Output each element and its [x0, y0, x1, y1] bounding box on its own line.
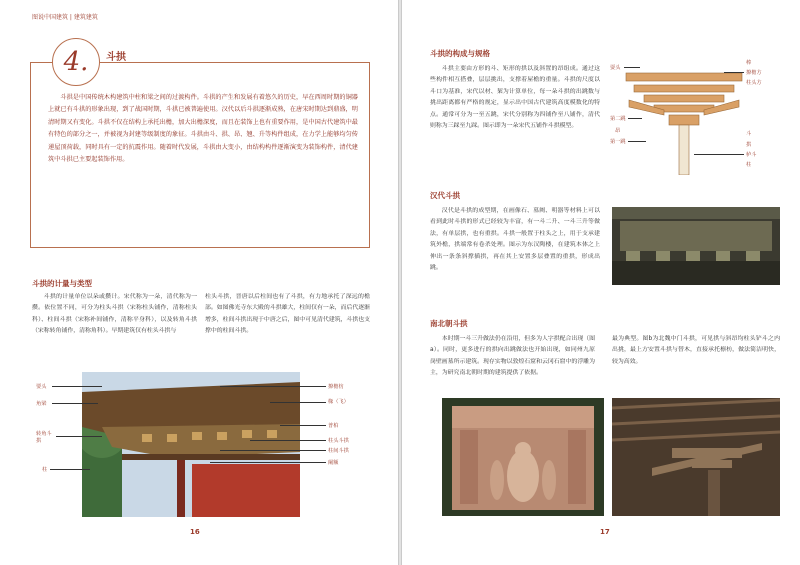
bracket-model-diagram	[624, 55, 744, 175]
section-text-han: 汉代是斗拱的成型期，在画像石、墓阙、明器等材料上可以看到此时斗拱的形式已经较为丰富，有一斗二升、一斗三升等做法，有单层拱，也有重拱。斗拱一般置于柱头之上，用于支承建筑外檐，拱端常有卷杀处理。图示为东汉陶楼，在建筑本体之上伸出一条条斜撑插拱，再在其上安置多层叠置的重拱，形成出跳。	[430, 208, 600, 272]
eaves-bracket-photo	[82, 372, 300, 517]
leader-line	[628, 118, 642, 119]
chapter-intro-text: 斗拱是中国传统木构建筑中柱和梁之间的过渡构件。斗拱的产生和发展有着悠久的历史，早在西周时期的铜器上就已有斗拱的形象出现，到了战国时期，斗拱已被普遍使用。汉代以后斗拱逐渐成熟，在唐宋时期达到鼎盛，明清时期又有变化。斗拱不仅在结构上承托出檐，加大出檐深度，而且在装饰上也有重要作用，是中国古代建筑中最有特色的部分之一，并被视为封建等级制度的象征。斗拱由斗、拱、昂、翘、升等构件组成，在力学上能够均匀传递屋顶荷载，同时具有一定的抗震作用。随着时代发展，斗拱由大变小，由结构构件逐渐演变为装饰构件，清代建筑中斗拱已主要起装饰作用。	[48, 94, 358, 164]
right-page	[402, 0, 800, 565]
leader-line	[280, 425, 326, 426]
diagram-label-second-tier: 第二跳	[610, 116, 626, 122]
leader-line	[210, 462, 326, 463]
diagram-label-liaoyanfang: 撩檐方	[746, 70, 762, 76]
timber-bracket-illustration	[612, 398, 780, 516]
stone-relief-illustration	[442, 398, 604, 516]
chapter-title-rule	[100, 62, 360, 63]
leader-line	[270, 402, 326, 403]
section-title-measure-types: 斗拱的计量与类型	[32, 279, 92, 288]
diagram-label-ludou: 栌斗	[746, 152, 757, 158]
leader-line	[52, 386, 102, 387]
section-text-composition: 斗拱主要由方形的斗、矩形的拱以及斜置的昂组成。通过这些构件相互搭叠，层层挑出，支撑着屋檐的重量。斗拱的尺度以斗口为基准，宋代以材、栔为计算单位，每一朵斗拱的出跳数与挑出距离都有严格的规定，显示出中国古代建筑高度模数化的特点。通常可分为一至五跳，宋代分别称为四铺作至八铺作，清代则称为三踩至九踩。图示即为一朵宋代五铺作斗拱模型。	[430, 66, 600, 130]
leader-line	[50, 469, 90, 470]
leader-line	[250, 440, 326, 441]
page-number-right: 17	[600, 528, 610, 536]
chapter-title: 斗拱	[106, 52, 126, 63]
diagram-label-bang: 棒	[746, 60, 752, 66]
label-jiaoliang: 角梁	[36, 401, 47, 407]
diagram-label-yaotou: 耍头	[610, 65, 621, 71]
section-text-nanbeichao-col1: 本时期一斗三升做法仍在沿用，但多为人字拱配合出现（图a）。同时，更多进行的拱向出跳做法也开始出现，如同州九原岗壁画墓所示建筑。现存实物以敦煌石窟和云冈石窟中的浮雕为主，为研究南北朝时期的建筑提供了依据。	[430, 336, 595, 377]
label-liaoyanfang: 撩檐枋	[328, 384, 344, 390]
timber-bracket-closeup-photo	[612, 398, 780, 516]
section-title-composition: 斗拱的构成与规格	[430, 49, 490, 58]
chapter-number-badge	[52, 38, 100, 86]
stone-relief-photo	[442, 398, 604, 516]
leader-line	[56, 436, 102, 437]
bracket-model-illustration	[624, 55, 744, 175]
running-header: 图说中国建筑 | 建筑建筑	[32, 14, 98, 21]
diagram-label-ang: 昂	[615, 128, 621, 134]
section-text-col1: 斗拱的计量单位以朵或攒计。宋代称为一朵，清代称为一攒。依位置不同，可分为柱头斗拱（宋称柱头铺作，清称柱头科）、柱间斗拱（宋称补间铺作，清称平身科），以及转角斗拱（宋称转角铺作，清称角科）。早期建筑仅有柱头斗拱与	[32, 294, 197, 335]
leader-line	[220, 450, 326, 451]
label-column: 柱	[42, 467, 48, 473]
leader-line	[624, 67, 640, 68]
leader-line	[724, 72, 744, 73]
section-text-nanbeichao-col2: 最为典型。图b为北魏中门斗拱，可见拱与斜昂均柱头铲斗之内出挑，最上方安置斗拱与替木，直接承托檩枋，做法简洁明快，较为高效。	[612, 336, 780, 365]
leader-line	[220, 386, 326, 387]
han-pottery-illustration	[612, 207, 780, 285]
leader-line	[628, 141, 646, 142]
page-number-left: 16	[190, 528, 200, 536]
eaves-bracket-illustration	[82, 372, 300, 517]
label-yaotou: 要头	[36, 384, 47, 390]
left-page	[0, 0, 398, 565]
label-intercolumn-bracket: 柱间斗拱	[328, 448, 349, 454]
diagram-label-dou: 斗	[746, 131, 752, 137]
diagram-label-gong: 拱	[746, 142, 752, 148]
label-column-head-bracket: 柱头斗拱	[328, 438, 349, 444]
section-text-col2: 柱头斗拱，晋唐以后柱间也有了斗拱，有力地承托了深远的檐部。如图佛光寺东大殿的斗拱雄大，柱间仅有一朵，而后代逐渐增多，柱间斗拱出现于中唐之后，图中可见清代建筑，斗拱也支撑中的柱间斗拱。	[205, 294, 370, 335]
diagram-label-zhutoufang: 柱头方	[746, 80, 762, 86]
leader-line	[694, 154, 744, 155]
label-rafter: 椽（飞）	[328, 399, 349, 405]
leader-line	[52, 403, 98, 404]
section-title-han: 汉代斗拱	[430, 191, 460, 200]
han-pottery-tower-photo	[612, 207, 780, 285]
section-title-nanbeichao: 南北朝斗拱	[430, 319, 468, 328]
label-lan-e: 阑额	[328, 460, 339, 466]
diagram-label-column: 柱	[746, 162, 752, 168]
label-corner-bracket: 转角斗拱	[36, 431, 52, 444]
diagram-label-first-tier: 第一跳	[610, 139, 626, 145]
label-pubo: 普柏	[328, 423, 339, 429]
chapter-number: 4.	[63, 47, 89, 77]
